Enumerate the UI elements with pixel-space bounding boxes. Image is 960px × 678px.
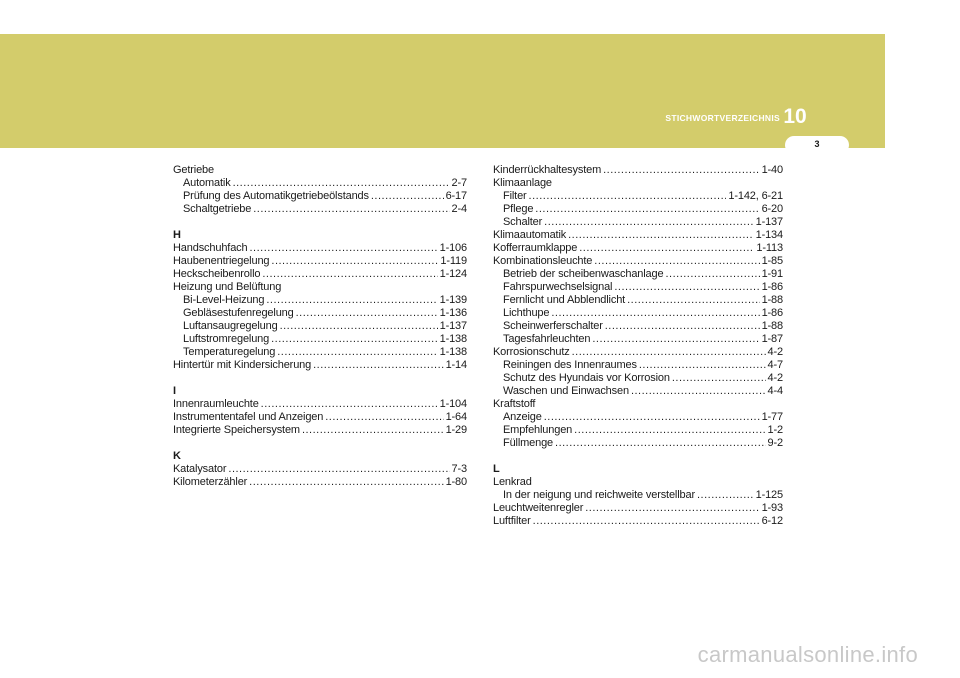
index-entry: Kombinationsleuchte ..... 1-85 [493, 255, 783, 268]
index-heading-lenkrad: Lenkrad [493, 476, 532, 488]
index-entry: Luftstromregelung ..... 1-138 [173, 333, 467, 346]
index-heading-klimaanlage: Klimaanlage [493, 177, 552, 189]
index-entry: Waschen und Einwachsen ..... 4-4 [493, 385, 783, 398]
index-heading-kraftstoff: Kraftstoff [493, 398, 536, 410]
index-entry: Heckscheibenrollo ..... 1-124 [173, 268, 467, 281]
index-entry: Schaltgetriebe ..... 2-4 [173, 203, 467, 216]
section-letter-h: H [173, 229, 181, 241]
index-entry: Luftansaugregelung ..... 1-137 [173, 320, 467, 333]
index-entry: Automatik ..... 2-7 [173, 177, 467, 190]
index-entry: Korrosionschutz ..... 4-2 [493, 346, 783, 359]
index-entry: Empfehlungen ..... 1-2 [493, 424, 783, 437]
index-entry: Kofferraumklappe ..... 1-113 [493, 242, 783, 255]
index-entry: Gebläsestufenregelung ..... 1-136 [173, 307, 467, 320]
index-entry: Leuchtweitenregler ..... 1-93 [493, 502, 783, 515]
index-entry: Innenraumleuchte ..... 1-104 [173, 398, 467, 411]
index-entry: Schalter ..... 1-137 [493, 216, 783, 229]
index-entry: Luftfilter ..... 6-12 [493, 515, 783, 528]
index-entry: Reiningen des Innenraumes ..... 4-7 [493, 359, 783, 372]
index-entry: Filter ..... 1-142, 6-21 [493, 190, 783, 203]
index-column-right [493, 164, 783, 528]
page-number: 3 [814, 139, 820, 149]
index-entry: Klimaautomatik ..... 1-134 [493, 229, 783, 242]
index-entry: In der neigung und reichweite verstellbar ..... 1-125 [493, 489, 783, 502]
index-entry: Pflege ..... 6-20 [493, 203, 783, 216]
index-entry: Kinderrückhaltesystem ..... 1-40 [493, 164, 783, 177]
index-entry: Bi-Level-Heizung ..... 1-139 [173, 294, 467, 307]
index-entry: Anzeige ..... 1-77 [493, 411, 783, 424]
index-column-left [173, 164, 467, 489]
section-letter-i: I [173, 385, 176, 397]
section-letter-l: L [493, 463, 500, 475]
section-letter-k: K [173, 450, 181, 462]
index-entry: Schutz des Hyundais vor Korrosion ..... 4-2 [493, 372, 783, 385]
index-entry: Betrieb der scheibenwaschanlage ..... 1-91 [493, 268, 783, 281]
index-entry: Kilometerzähler ..... 1-80 [173, 476, 467, 489]
chapter-title: STICHWORTVERZEICHNIS [665, 113, 780, 123]
index-entry: Prüfung des Automatikgetriebeölstands ..... 6-17 [173, 190, 467, 203]
index-entry: Fernlicht und Abblendlicht ..... 1-88 [493, 294, 783, 307]
index-entry: Scheinwerferschalter ..... 1-88 [493, 320, 783, 333]
index-entry: Hintertür mit Kindersicherung ..... 1-14 [173, 359, 467, 372]
chapter-number: 10 [783, 105, 807, 128]
index-entry: Integrierte Speichersystem ..... 1-29 [173, 424, 467, 437]
index-entry: Instrumententafel und Anzeigen ..... 1-64 [173, 411, 467, 424]
index-entry: Katalysator ..... 7-3 [173, 463, 467, 476]
index-entry: Lichthupe ..... 1-86 [493, 307, 783, 320]
watermark: carmanualsonline.info [697, 642, 918, 667]
index-heading-getriebe: Getriebe [173, 164, 214, 176]
index-entry: Tagesfahrleuchten ..... 1-87 [493, 333, 783, 346]
index-entry: Füllmenge ..... 9-2 [493, 437, 783, 450]
index-entry: Haubenentriegelung ..... 1-119 [173, 255, 467, 268]
header-band [0, 34, 885, 148]
index-heading-heizung: Heizung und Belüftung [173, 281, 282, 293]
index-entry: Temperaturegelung ..... 1-138 [173, 346, 467, 359]
index-entry: Fahrspurwechselsignal ..... 1-86 [493, 281, 783, 294]
index-entry: Handschuhfach ..... 1-106 [173, 242, 467, 255]
